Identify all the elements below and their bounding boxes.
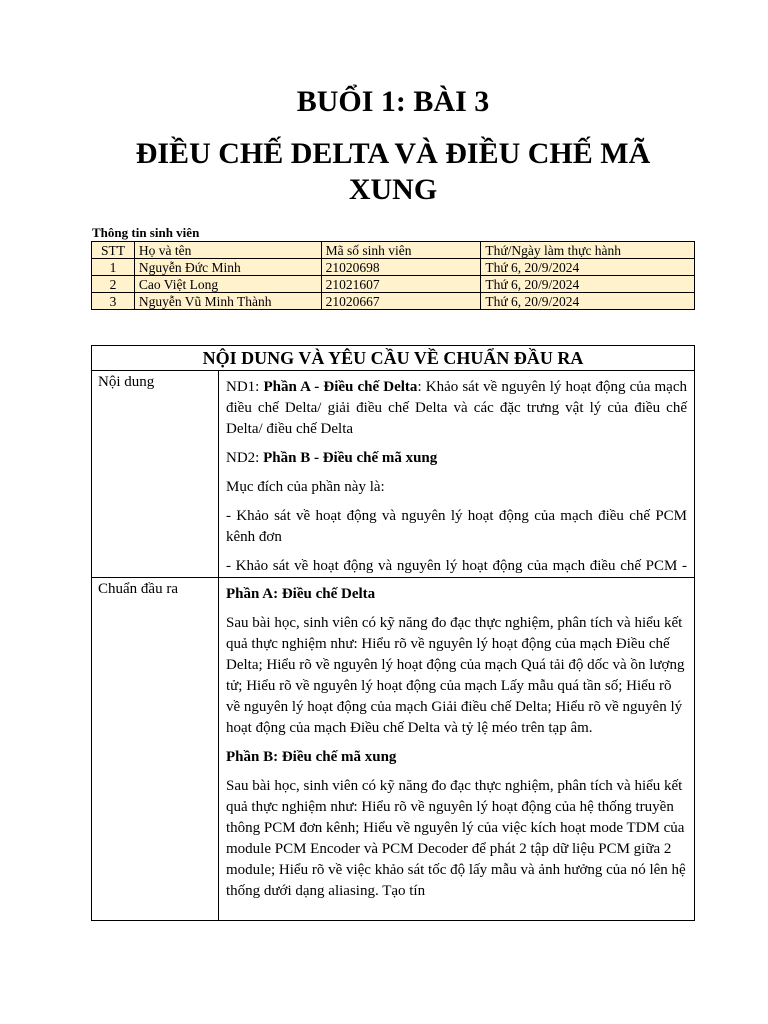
content-cell <box>219 371 695 578</box>
lesson-subtitle: ĐIỀU CHẾ DELTA VÀ ĐIỀU CHẾ MÃ XUNG <box>135 137 651 206</box>
column-header: STT <box>92 242 135 259</box>
table-cell: Cao Việt Long <box>134 276 321 293</box>
bullet-item: - Khảo sát về hoạt động và nguyên lý hoạt động của mạch điều chế PCM - <box>226 558 687 574</box>
table-cell: 21021607 <box>321 276 481 293</box>
student-info-label: Thông tin sinh viên <box>92 225 200 240</box>
table-row <box>92 259 695 276</box>
table-cell: 21020698 <box>321 259 481 276</box>
outcome-cell <box>219 578 695 921</box>
table-cell: 21020667 <box>321 293 481 310</box>
table-cell: 1 <box>92 259 135 276</box>
nd1-prefix: ND1: <box>226 379 264 395</box>
nd2-prefix: ND2: <box>226 450 264 466</box>
nd1-text: : Khảo sát về nguyên lý hoạt động của mạch điều chế Delta/ giải điều chế Delta và các đặc trưng vật lý của điều chế Delta/ điều chế Delta <box>226 379 687 437</box>
column-header: Họ và tên <box>134 242 321 259</box>
row-label: Nội dung <box>92 371 219 578</box>
bullet-item: - Khảo sát về hoạt động và nguyên lý hoạt động của mạch điều chế PCM kênh đơn <box>226 508 687 545</box>
purpose-text: Mục đích của phần này là: <box>226 479 385 495</box>
table-cell: Thứ 6, 20/9/2024 <box>481 293 695 310</box>
table-cell: 2 <box>92 276 135 293</box>
student-table-header-row <box>92 242 695 259</box>
nd2-paragraph <box>226 448 687 469</box>
part-b-text: Sau bài học, sinh viên có kỹ năng đo đạc thực nghiệm, phân tích và hiểu kết quả thực nghiệm như: Hiểu rõ về nguyên lý hoạt động của hệ thống truyền thông PCM đơn kênh; Hiểu về nguyên lý của việc kích hoạt mode TDM của module PCM Encoder và PCM Decoder để phát 2 tập dữ liệu PCM giữa 2 module; Hiểu rõ về việc khảo sát tốc độ lấy mẫu và ảnh hưởng của nó lên hệ thống dưới dạng aliasing. Tạo tín <box>226 778 686 899</box>
table-cell: 3 <box>92 293 135 310</box>
content-requirements-table <box>91 345 695 921</box>
content-table-header: NỘI DUNG VÀ YÊU CẦU VỀ CHUẨN ĐẦU RA <box>92 346 695 371</box>
table-cell: Nguyễn Vũ Minh Thành <box>134 293 321 310</box>
table-row <box>92 293 695 310</box>
column-header: Thứ/Ngày làm thực hành <box>481 242 695 259</box>
nd1-heading: Phần A - Điều chế Delta <box>263 379 418 395</box>
table-cell: Nguyễn Đức Minh <box>134 259 321 276</box>
row-label: Chuẩn đầu ra <box>92 578 219 921</box>
lesson-title: BUỔI 1: BÀI 3 <box>296 85 490 118</box>
part-a-heading: Phần A: Điều chế Delta <box>226 586 376 602</box>
nd1-paragraph <box>226 377 687 440</box>
table-row <box>92 276 695 293</box>
column-header: Mã số sinh viên <box>321 242 481 259</box>
part-b-heading: Phần B: Điều chế mã xung <box>226 749 397 765</box>
outcome-row <box>92 578 695 921</box>
nd2-heading: Phần B - Điều chế mã xung <box>263 450 438 466</box>
student-table <box>91 241 695 310</box>
table-cell: Thứ 6, 20/9/2024 <box>481 259 695 276</box>
part-a-text: Sau bài học, sinh viên có kỹ năng đo đạc thực nghiệm, phân tích và hiểu kết quả thực nghiệm như: Hiểu rõ về nguyên lý hoạt động của mạch Điều chế Delta; Hiểu rõ về nguyên lý hoạt động của mạch Quá tải độ dốc và ồn lượng tử; Hiểu rõ về nguyên lý hoạt động của mạch Lấy mẫu quá tần số; Hiểu rõ về nguyên lý hoạt động của mạch Giải điều chế Delta; Hiểu rõ về nguyên lý hoạt động của mạch Điều chế Delta và tỷ lệ méo trên tạp âm. <box>226 615 685 736</box>
content-row <box>92 371 695 578</box>
table-cell: Thứ 6, 20/9/2024 <box>481 276 695 293</box>
